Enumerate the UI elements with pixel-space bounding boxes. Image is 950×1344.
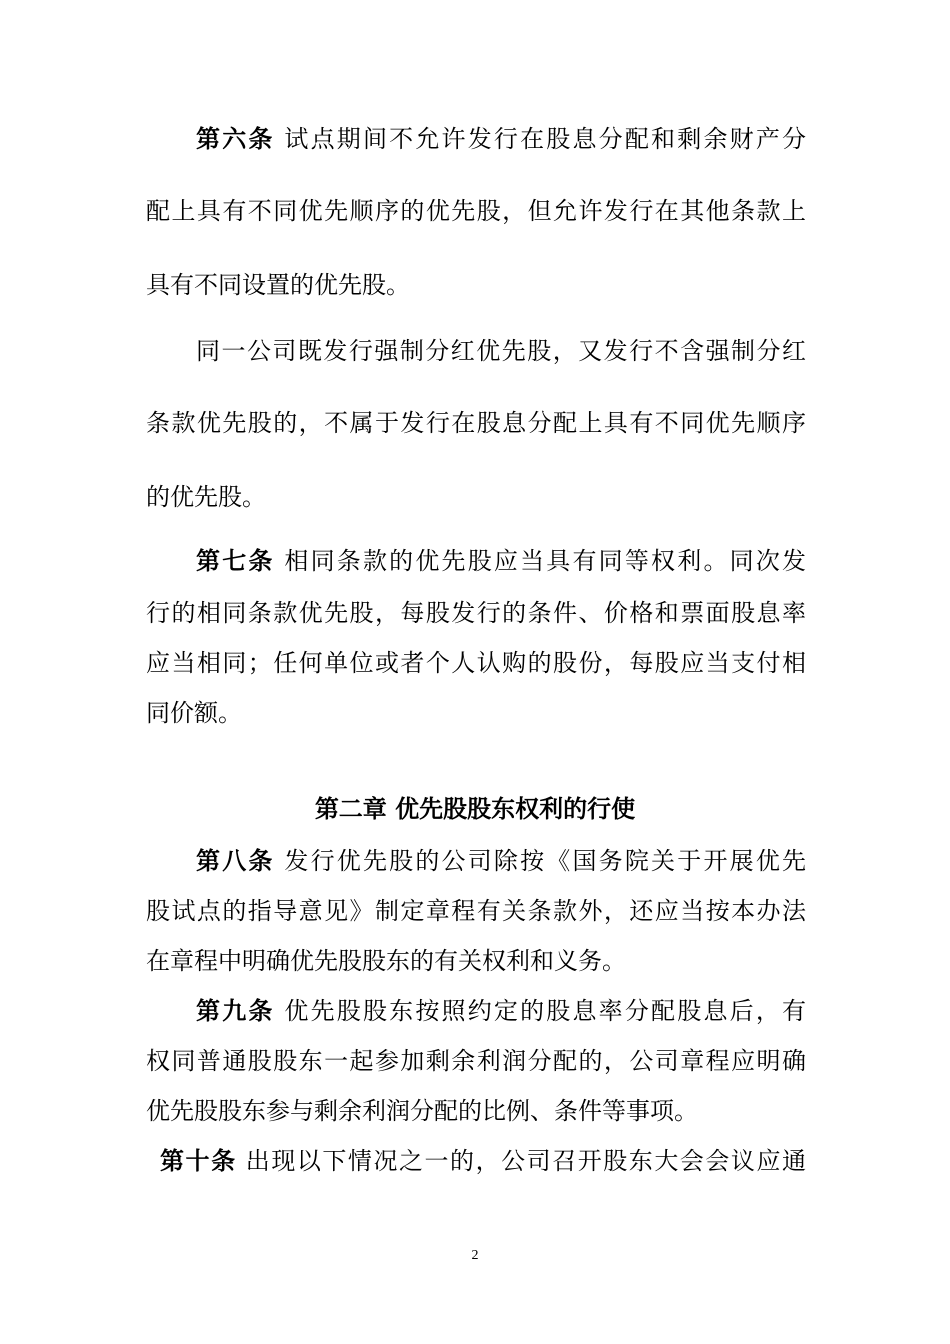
article-label: 第七条 [196,546,275,575]
article-label: 第十条 [160,1146,237,1175]
paragraph-article-9-line-2: 权同普通股股东一起参加剩余利润分配的，公司章程应明确 [146,1047,806,1075]
paragraph-text: 相同条款的优先股应当具有同等权利。同次发 [284,547,807,575]
paragraph-article-8-line-2: 股试点的指导意见》制定章程有关条款外，还应当按本办法 [146,897,806,925]
article-label: 第九条 [196,996,275,1025]
paragraph-2-line-3: 的优先股。 [146,483,266,511]
paragraph-text: 试点期间不允许发行在股息分配和剩余财产分 [284,125,807,153]
paragraph-2-line-1: 同一公司既发行强制分红优先股，又发行不含强制分红 [196,337,806,365]
paragraph-article-8-line-1 [196,846,806,876]
paragraph-text: 优先股股东按照约定的股息率分配股息后，有 [284,997,807,1025]
page-number: 2 [471,1248,479,1263]
paragraph-article-9-line-1 [196,996,806,1026]
paragraph-2-line-2: 条款优先股的，不属于发行在股息分配上具有不同优先顺序 [146,409,806,437]
paragraph-article-7-line-4: 同价额。 [146,699,242,727]
paragraph-article-6-line-3: 具有不同设置的优先股。 [146,271,410,299]
paragraph-text: 发行优先股的公司除按《国务院关于开展优先 [284,847,807,875]
article-label: 第八条 [196,846,275,875]
paragraph-article-8-line-3: 在章程中明确优先股股东的有关权利和义务。 [146,947,626,975]
paragraph-article-6-line-1 [196,124,806,154]
paragraph-article-7-line-1 [196,546,806,576]
paragraph-article-9-line-3: 优先股股东参与剩余利润分配的比例、条件等事项。 [146,1097,698,1125]
paragraph-article-7-line-3: 应当相同；任何单位或者个人认购的股份，每股应当支付相 [146,649,806,677]
paragraph-article-10-line-1 [160,1146,806,1176]
article-label: 第六条 [196,124,275,153]
chapter-heading: 第二章 优先股股东权利的行使 [314,794,636,823]
paragraph-article-6-line-2: 配上具有不同优先顺序的优先股，但允许发行在其他条款上 [146,197,806,225]
paragraph-article-7-line-2: 行的相同条款优先股，每股发行的条件、价格和票面股息率 [146,599,806,627]
paragraph-text: 出现以下情况之一的，公司召开股东大会会议应通 [245,1147,807,1175]
